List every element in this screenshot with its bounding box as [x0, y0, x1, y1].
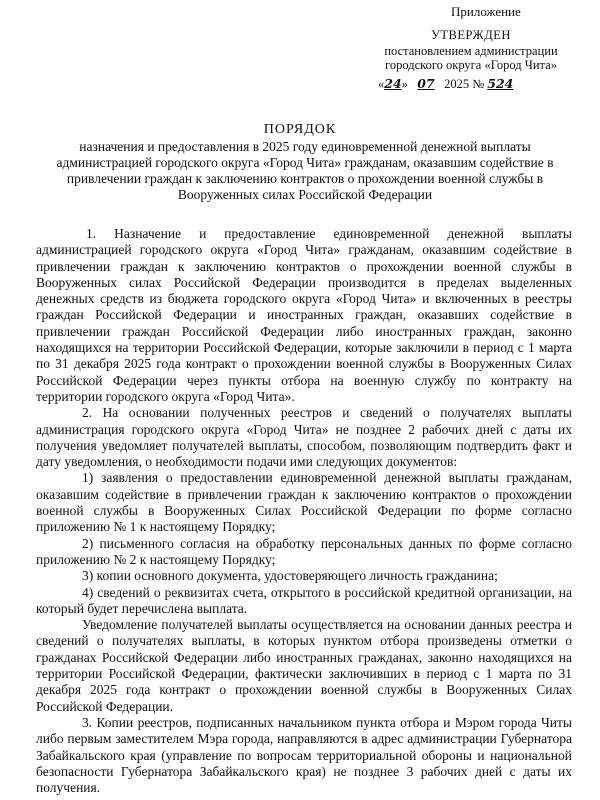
list-item-2: 2) письменного согласия на обработку персональных данных по форме согласно приложению № 2 к настоящему Порядку; [36, 535, 572, 567]
approval-date-line [376, 77, 566, 92]
list-item-4: 4) сведений о реквизитах счета, открытого в российской кредитной организации, на который будет перечислена выплата. [36, 584, 572, 616]
document-title: ПОРЯДОК [263, 122, 337, 137]
date-month: 07 [417, 75, 435, 91]
date-year: 2025 № [444, 76, 485, 91]
approved-by-line-2: городского округа «Город Чита» [385, 58, 557, 72]
appendix-label: Приложение [451, 4, 521, 19]
date-day: 24 [384, 75, 402, 91]
list-item-1: 1) заявления о предоставлении единовременной денежной выплаты гражданам, оказавшим содействие в привлечении граждан к заключению контрактов о прохождении военной службы в Вооруженных Силах Российской Федерации по форме согласно приложению № 1 к настоящему Порядку; [36, 470, 572, 535]
date-open-quote: « [378, 76, 385, 91]
paragraph-1: 1. Назначение и предоставление единовременной денежной выплаты администрацией городского округа «Город Чита» гражданам, оказавшим содействие в привлечении граждан к заключению контрактов о прохождении военной службы в Вооруженных силах Российской Федерации производится в пределах выделенных денежных средств из бюджета городского округа «Город Чита» и включенных в реестры граждан Российской Федерации и иностранных граждан, оказавших содействие в привлечении граждан Российской Федерации либо иностранных граждан, законно находящихся на территории Российской Федерации, которые заключили в период с 1 марта по 31 декабря 2025 года контракт о прохождении военной службы в Вооруженных Силах Российской Федерации через пункты отбора на военную службу по контракту на территории городского округа «Город Чита». [36, 226, 572, 404]
document-body [36, 226, 572, 796]
approved-heading: УТВЕРЖДЕН [431, 28, 511, 42]
list-item-3: 3) копии основного документа, удостоверяющего личность гражданина; [82, 568, 498, 584]
approved-by-line-1: постановлением администрации [384, 43, 558, 58]
date-close-quote: » [401, 76, 408, 91]
paragraph-2: 2. На основании полученных реестров и сведений о получателях выплаты администрация городского округа «Город Чита» не позднее 2 рабочих дней с даты их получения уведомляет получателей выплаты, способом, позволяющим подтвердить факт и дату уведомления, о необходимости подачи ими следующих документов: [36, 405, 572, 470]
approval-block [376, 28, 566, 91]
document-subtitle: назначения и предоставления в 2025 году единовременной денежной выплаты администрацией городского округа «Город Чита» гражданам, оказавшим содействие в привлечении граждан к заключению контрактов о прохождении военной службы в Вооруженных силах Российской Федерации [56, 139, 554, 202]
notice-paragraph: Уведомление получателей выплаты осуществляется на основании данных реестра и сведений о получателях выплаты, в которых пунктом отбора произведены отметки о гражданах Российской Федерации либо иностранных гражданах, законно находящихся на территории Российской Федерации, фактически заключивших в период с 1 марта по 31 декабря 2025 года контракт о прохождении военной службы в Вооруженных Силах Российской Федерации. [36, 617, 572, 714]
document-number: 524 [487, 75, 514, 91]
paragraph-3: 3. Копии реестров, подписанных начальником пункта отбора и Мэром города Читы либо первым заместителем Мэра города, направляются в адрес администрации Губернатора Забайкальского края (управление по вопросам территориальной обороны и национальной безопасности Губернатора Забайкальского края) не позднее 3 рабочих дней с даты их получения. [36, 714, 572, 796]
